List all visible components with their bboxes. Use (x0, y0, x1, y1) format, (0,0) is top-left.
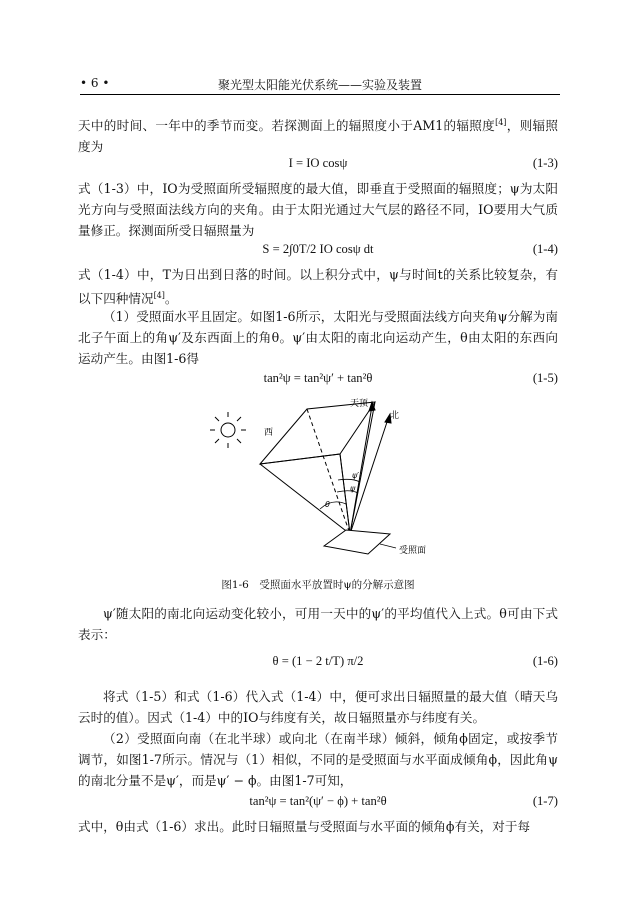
equation-text: I = IO cosψ (288, 156, 348, 170)
page-number: • 6 • (80, 76, 110, 90)
paragraph-6: 将式（1-5）和式（1-6）代入式（1-4）中，便可求出日辐照量的最大值（晴天乌云时的值）。因式（1-4）中的IO与纬度有关，故日辐照量亦与纬度有关。 (78, 689, 558, 725)
paragraph-2: 式（1-3）中，IO为受照面所受辐照度的最大值，即垂直于受照面的辐照度；ψ为太阳光方向与受照面法线方向的夹角。由于太阳光通过大气层的路径不同，IO要用大气质量修正。探测面所受日辐照量为 (78, 181, 558, 238)
receiving-surface (324, 530, 390, 554)
paragraph-4: （1）受照面水平且固定。如图1-6所示，太阳光与受照面法线方向夹角ψ分解为南北子午面上的角ψ′及东西面上的角θ。ψ′由太阳的南北向运动产生，θ由太阳的东西向运动产生。由图1-6得 (78, 309, 558, 366)
paragraph-8: 式中，θ由式（1-6）求出。此时日辐照量与受照面与水平面的倾角ϕ有关，对于每 (78, 819, 531, 834)
running-title: 聚光型太阳能光伏系统——实验及装置 (217, 78, 422, 92)
psi-prime-label: ψ′ (352, 471, 360, 480)
north-label: 北 (390, 411, 400, 421)
figure-caption: 图1-6 受照面水平放置时ψ的分解示意图 (221, 579, 415, 591)
projection-box (260, 402, 375, 534)
paragraph-1-text: 天中的时间、一年中的季节而变。若探测面上的辐照度小于AM1的辐照度 (78, 118, 496, 134)
surface-label: 受照面 (399, 546, 427, 556)
sun-icon (210, 412, 246, 448)
equation-number: (1-3) (532, 156, 558, 170)
equation-1-5 (78, 369, 558, 391)
paragraph-3-text: 式（1-4）中，T为日出到日落的时间。以上积分式中，ψ与时间t的关系比较复杂，有以下四种情况 (78, 267, 558, 307)
equation-1-3 (78, 154, 558, 176)
equation-1-6 (78, 648, 558, 678)
equation-text: tan²ψ = tan²(ψ′ − ϕ) + tan²θ (249, 794, 387, 808)
psi-label: ψ (350, 484, 356, 493)
equation-text: θ = (1 − 2 t/T) π/2 (272, 654, 364, 668)
surface-leader (380, 544, 396, 548)
page-header (80, 74, 560, 95)
paragraph-5: ψ′随太阳的南北向运动变化较小，可用一天中的ψ′的平均值代入上式。θ可由下式表示： (78, 606, 558, 642)
equation-number: (1-6) (532, 654, 558, 668)
paragraph-3-tail: 。 (164, 291, 178, 307)
paragraph-3 (78, 264, 558, 309)
west-label: 西 (264, 428, 274, 438)
paragraph-1-tail: ，则辐照度为 (78, 118, 558, 155)
paragraph-1 (78, 112, 558, 157)
theta-label: θ (325, 500, 330, 509)
equation-number: (1-7) (532, 794, 558, 808)
equation-number: (1-5) (532, 371, 558, 385)
direction-arrows (350, 402, 391, 534)
equation-text: S = 2∫0T/2 IO cosψ dt (262, 242, 374, 256)
reference-mark: [4] (153, 291, 165, 300)
equation-1-7 (78, 792, 558, 814)
equation-text: tan²ψ = tan²ψ′ + tan²θ (263, 371, 373, 385)
equation-number: (1-4) (532, 242, 558, 256)
reference-mark: [4] (495, 118, 507, 127)
figure-1-6-diagram (200, 394, 440, 572)
paragraph-7: （2）受照面向南（在北半球）或向北（在南半球）倾斜，倾角ϕ固定，或按季节调节，如图1-7所示。情况与（1）相似，不同的是受照面与水平面成倾角ϕ，因此角ψ的南北分量不是ψ′，而是ψ′ − ϕ。由图1-7可知， (78, 731, 558, 788)
zenith-label: 天顶 (350, 399, 369, 409)
equation-1-4 (78, 240, 558, 262)
